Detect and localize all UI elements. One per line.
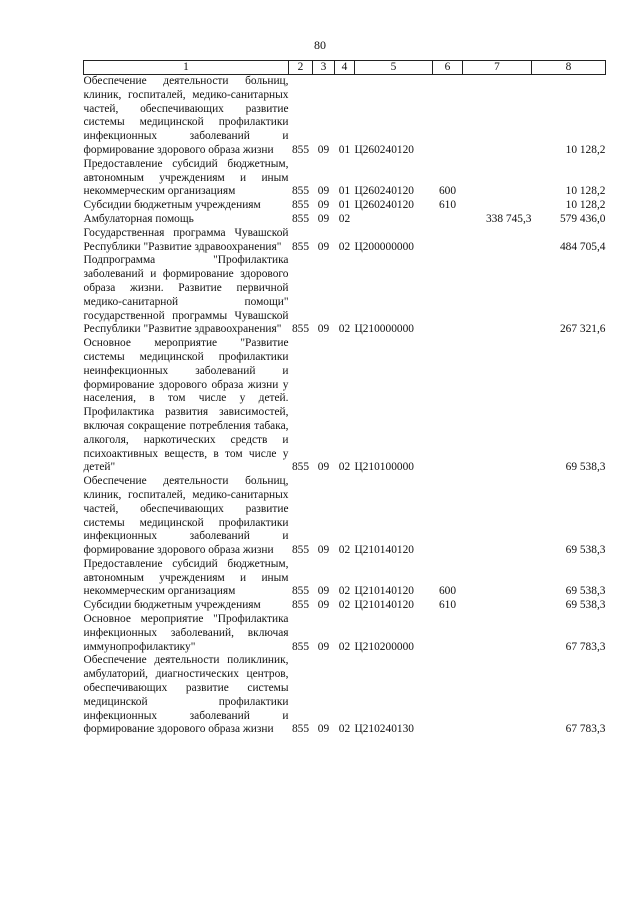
column-header: 6 xyxy=(433,61,463,75)
section-code: 09 xyxy=(317,585,330,598)
amount-total: 10 128,2 xyxy=(565,143,606,156)
amount-col7 xyxy=(463,599,532,613)
row-description: Субсидии бюджетным учреждениям xyxy=(83,599,261,612)
amount-col7 xyxy=(463,199,532,213)
target-article-code: Ц260240120 xyxy=(354,143,414,156)
subsection-code: 02 xyxy=(338,240,351,253)
row-description: Обеспечение деятельности больниц, клиник, госпиталей, медико-санитарных частей, обеспечивающих развитие системы медицинской профилактики инфекционных заболеваний и формирование здорового образа жизни xyxy=(83,75,289,156)
table-row xyxy=(84,337,606,475)
subsection-code: 02 xyxy=(338,461,351,474)
table-row xyxy=(84,199,606,213)
amount-col7: 338 745,3 xyxy=(485,212,532,225)
amount-total: 67 783,3 xyxy=(565,723,606,736)
target-article-code: Ц210140120 xyxy=(354,599,414,612)
amount-total: 69 538,3 xyxy=(565,585,606,598)
expense-type-code xyxy=(433,213,463,227)
ministry-code: 855 xyxy=(291,723,310,736)
amount-total: 67 783,3 xyxy=(565,640,606,653)
subsection-code: 01 xyxy=(338,199,351,212)
section-code: 09 xyxy=(317,240,330,253)
amount-total: 69 538,3 xyxy=(565,599,606,612)
ministry-code: 855 xyxy=(291,143,310,156)
ministry-code: 855 xyxy=(291,323,310,336)
ministry-code: 855 xyxy=(291,544,310,557)
row-description: Основное мероприятие "Профилактика инфекционных заболеваний, включая иммунопрофилактику" xyxy=(83,613,289,653)
target-article-code: Ц260240120 xyxy=(354,185,414,198)
amount-total: 579 436,0 xyxy=(559,212,606,225)
expense-type-code: 610 xyxy=(438,599,457,612)
amount-total: 69 538,3 xyxy=(565,544,606,557)
section-code: 09 xyxy=(317,599,330,612)
amount-col7 xyxy=(463,75,532,158)
expense-type-code xyxy=(433,227,463,255)
target-article-code: Ц210240130 xyxy=(354,723,414,736)
row-description: Подпрограмма "Профилактика заболеваний и формирование здорового образа жизни. Развитие первичной медико-санитарной помощи" государственной программы Чувашской Республики "Развитие здравоохранения" xyxy=(83,254,289,336)
row-description: Амбулаторная помощь xyxy=(83,212,194,225)
expense-type-code xyxy=(433,613,463,654)
expense-type-code xyxy=(433,337,463,475)
ministry-code: 855 xyxy=(291,212,310,225)
row-description: Обеспечение деятельности больниц, клиник, госпиталей, медико-санитарных частей, обеспечивающих развитие системы медицинской профилактики инфекционных заболеваний и формирование здорового образа жизни xyxy=(83,475,289,557)
section-code: 09 xyxy=(317,640,330,653)
expense-type-code xyxy=(433,254,463,337)
expense-type-code xyxy=(433,654,463,737)
section-code: 09 xyxy=(317,143,330,156)
amount-col7 xyxy=(463,254,532,337)
amount-col7 xyxy=(463,654,532,737)
amount-col7 xyxy=(463,613,532,654)
column-header: 2 xyxy=(289,61,313,75)
subsection-code: 01 xyxy=(338,143,351,156)
amount-col7 xyxy=(463,475,532,558)
table-row xyxy=(84,254,606,337)
ministry-code: 855 xyxy=(291,240,310,253)
subsection-code: 02 xyxy=(338,323,351,336)
ministry-code: 855 xyxy=(291,199,310,212)
subsection-code: 02 xyxy=(338,599,351,612)
section-code: 09 xyxy=(317,185,330,198)
expense-type-code xyxy=(433,475,463,558)
row-description: Субсидии бюджетным учреждениям xyxy=(83,199,261,212)
expense-type-code: 600 xyxy=(438,585,457,598)
table-row xyxy=(84,75,606,158)
row-description: Государственная программа Чувашской Республики "Развитие здравоохранения" xyxy=(83,226,289,253)
amount-total: 69 538,3 xyxy=(565,461,606,474)
amount-total: 267 321,6 xyxy=(559,323,606,336)
amount-col7 xyxy=(463,558,532,599)
subsection-code: 02 xyxy=(338,723,351,736)
amount-col7 xyxy=(463,227,532,255)
target-article-code: Ц210200000 xyxy=(354,640,414,653)
subsection-code: 01 xyxy=(338,185,351,198)
budget-table xyxy=(83,60,606,737)
table-row xyxy=(84,475,606,558)
section-code: 09 xyxy=(317,323,330,336)
section-code: 09 xyxy=(317,199,330,212)
section-code: 09 xyxy=(317,461,330,474)
section-code: 09 xyxy=(317,544,330,557)
table-row xyxy=(84,654,606,737)
target-article-code: Ц210100000 xyxy=(354,461,414,474)
target-article-code: Ц210140120 xyxy=(354,585,414,598)
target-article-code: Ц210140120 xyxy=(354,544,414,557)
column-header: 8 xyxy=(532,61,606,75)
row-description: Обеспечение деятельности поликлиник, амбулаторий, диагностических центров, обеспечивающих развитие системы медицинской профилактики инфекционных заболеваний и формирование здорового образа жизни xyxy=(83,654,289,736)
section-code: 09 xyxy=(317,212,330,225)
row-description: Предоставление субсидий бюджетным, автономным учреждениям и иным некоммерческим организациям xyxy=(83,157,289,198)
subsection-code: 02 xyxy=(338,640,351,653)
table-row xyxy=(84,227,606,255)
expense-type-code: 610 xyxy=(438,199,457,212)
ministry-code: 855 xyxy=(291,599,310,612)
target-article-code xyxy=(355,213,433,227)
section-code: 09 xyxy=(317,723,330,736)
column-header: 7 xyxy=(463,61,532,75)
column-header: 1 xyxy=(84,61,289,75)
subsection-code: 02 xyxy=(338,212,351,225)
table-row xyxy=(84,599,606,613)
column-header: 4 xyxy=(335,61,355,75)
subsection-code: 02 xyxy=(338,544,351,557)
column-header: 3 xyxy=(313,61,335,75)
column-header: 5 xyxy=(355,61,433,75)
ministry-code: 855 xyxy=(291,185,310,198)
target-article-code: Ц210000000 xyxy=(354,323,414,336)
row-description: Основное мероприятие "Развитие системы медицинской профилактики неинфекционных заболеваний и формирование здорового образа жизни у населения, в том числе у детей. Профилактика развития зависимостей, включая сокращение потребления табака, алкоголя, наркотических средств и психоактивных веществ, в том числе у детей" xyxy=(83,337,289,474)
table-row xyxy=(84,158,606,199)
amount-total: 484 705,4 xyxy=(559,240,606,253)
table-row xyxy=(84,558,606,599)
amount-total: 10 128,2 xyxy=(565,199,606,212)
ministry-code: 855 xyxy=(291,461,310,474)
expense-type-code xyxy=(433,75,463,158)
subsection-code: 02 xyxy=(338,585,351,598)
table-row xyxy=(84,213,606,227)
amount-col7 xyxy=(463,158,532,199)
target-article-code: Ц200000000 xyxy=(354,240,414,253)
table-row xyxy=(84,613,606,654)
amount-col7 xyxy=(463,337,532,475)
amount-total: 10 128,2 xyxy=(565,185,606,198)
ministry-code: 855 xyxy=(291,585,310,598)
expense-type-code: 600 xyxy=(438,185,457,198)
row-description: Предоставление субсидий бюджетным, автономным учреждениям и иным некоммерческим организациям xyxy=(83,557,289,598)
ministry-code: 855 xyxy=(291,640,310,653)
table-header-row xyxy=(84,61,606,75)
page-number: 80 xyxy=(314,38,326,52)
target-article-code: Ц260240120 xyxy=(354,199,414,212)
